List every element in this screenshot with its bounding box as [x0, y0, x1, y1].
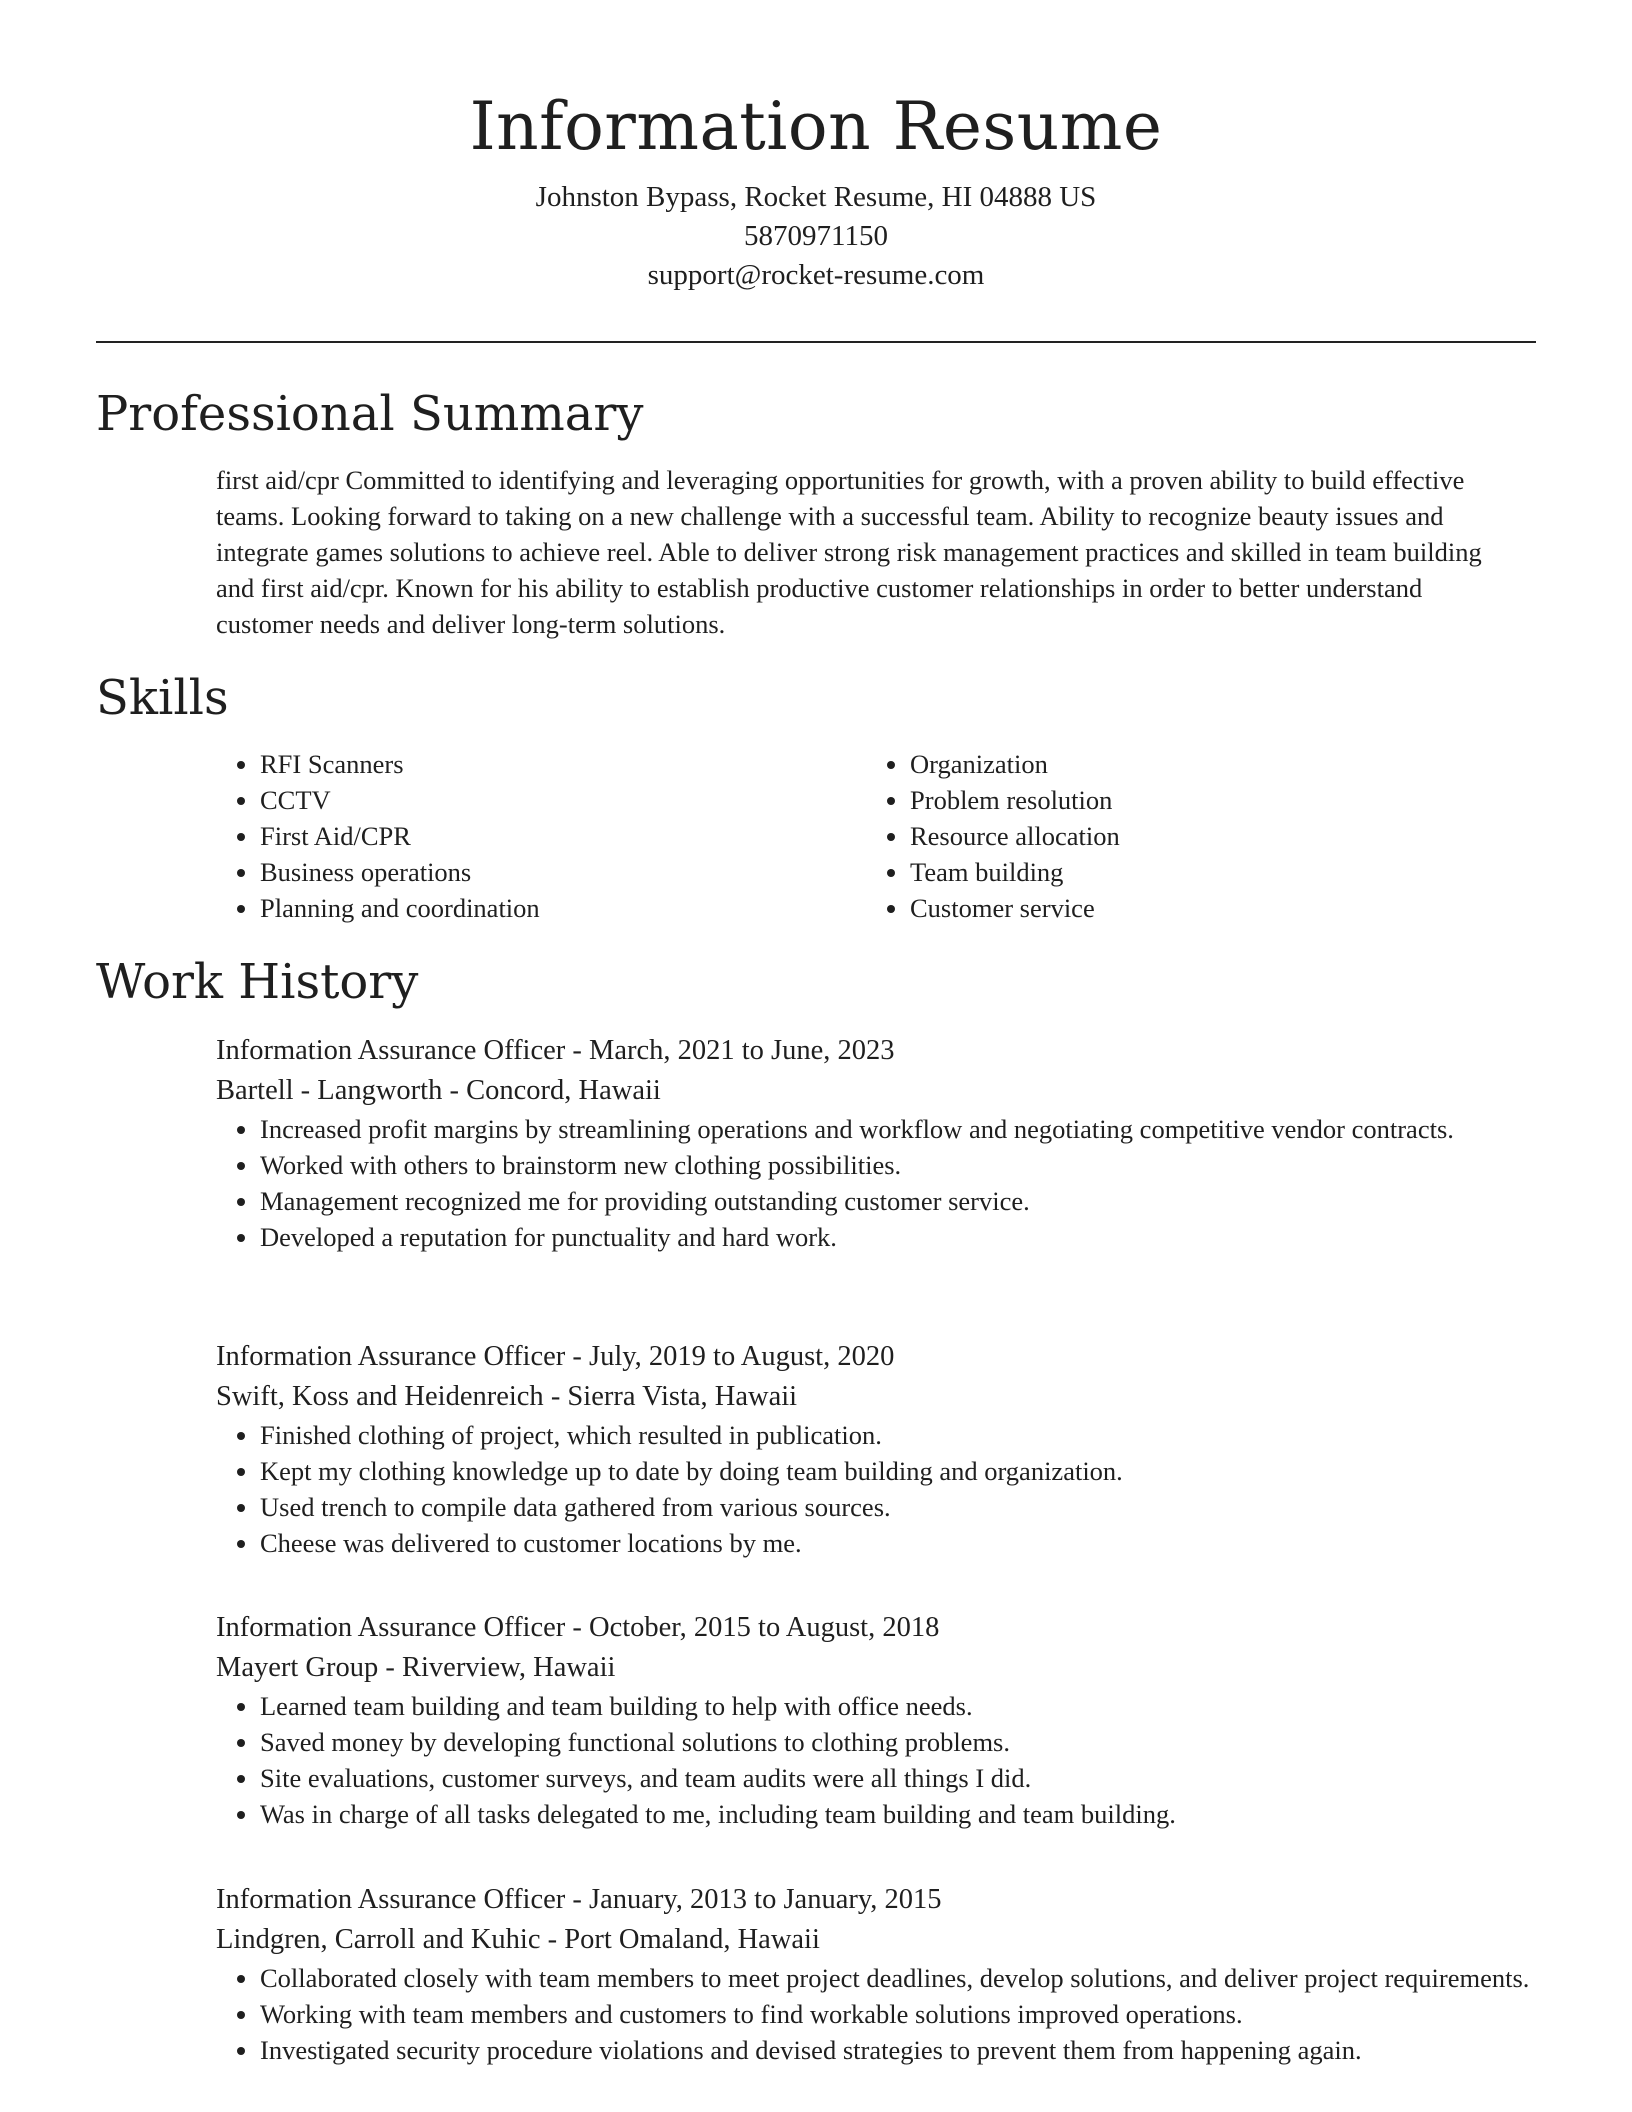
candidate-name: Information Resume	[469, 88, 1163, 165]
contact-block	[96, 178, 1536, 295]
job-bullet: • Was in charge of all tasks delegated to me, including team building and team building.	[260, 1796, 1536, 1832]
job-title: Information Assurance Officer	[216, 1884, 566, 1915]
job-company-line	[216, 1071, 1536, 1111]
section-title-work-history: Work History	[96, 954, 419, 1010]
job-title-line	[216, 1608, 1536, 1648]
job-title: Information Assurance Officer	[216, 1341, 566, 1372]
job-bullet: • Kept my clothing knowledge up to date by doing team building and organization.	[260, 1453, 1536, 1489]
job-title: Information Assurance Officer	[216, 1035, 566, 1066]
skill-item: • First Aid/CPR	[260, 818, 866, 854]
job-bullet: • Management recognized me for providing outstanding customer service.	[260, 1183, 1536, 1219]
job-bullet: • Learned team building and team building to help with office needs.	[260, 1688, 1536, 1724]
job-company-line	[216, 1920, 1536, 1960]
job-company: Bartell - Langworth	[216, 1075, 443, 1106]
skill-item: • RFI Scanners	[260, 746, 866, 782]
job-location: - Sierra Vista, Hawaii	[543, 1381, 798, 1412]
job-bullet: • Finished clothing of project, which resulted in publication.	[260, 1417, 1536, 1453]
job-bullets	[216, 1417, 1536, 1561]
skills-column-left	[216, 746, 866, 926]
job-company: Lindgren, Carroll and Kuhic	[216, 1924, 541, 1955]
job-bullet: • Increased profit margins by streamlining operations and workflow and negotiating competitive vendor contracts.	[260, 1111, 1536, 1147]
job-title-line	[216, 1880, 1536, 1920]
skill-item: • Planning and coordination	[260, 890, 866, 926]
section-title-summary: Professional Summary	[96, 386, 644, 442]
job-entry	[216, 1031, 1536, 1255]
skill-item: • Business operations	[260, 854, 866, 890]
job-entry	[216, 1337, 1536, 1561]
job-company-line	[216, 1648, 1536, 1688]
job-location: - Concord, Hawaii	[442, 1075, 661, 1106]
contact-address: Johnston Bypass, Rocket Resume, HI 04888 US	[535, 181, 1097, 213]
job-entry	[216, 1880, 1536, 2068]
skill-item: • Team building	[910, 854, 1516, 890]
job-dates: - October, 2015 to August, 2018	[565, 1612, 940, 1643]
job-bullet: • Saved money by developing functional solutions to clothing problems.	[260, 1724, 1536, 1760]
job-bullet: • Cheese was delivered to customer locations by me.	[260, 1525, 1536, 1561]
job-bullet: • Used trench to compile data gathered from various sources.	[260, 1489, 1536, 1525]
job-dates: - July, 2019 to August, 2020	[565, 1341, 895, 1372]
job-bullets	[216, 1688, 1536, 1832]
job-bullets	[216, 1960, 1536, 2068]
job-bullet: • Collaborated closely with team members to meet project deadlines, develop solutions, and deliver project requirements.	[260, 1960, 1536, 1996]
skill-item: • Resource allocation	[910, 818, 1516, 854]
job-location: - Port Omaland, Hawaii	[540, 1924, 820, 1955]
header-divider	[96, 341, 1536, 343]
contact-email: support@rocket-resume.com	[647, 259, 985, 291]
section-title-skills: Skills	[96, 670, 229, 726]
skills-list	[216, 746, 1516, 926]
job-title: Information Assurance Officer	[216, 1612, 566, 1643]
job-bullet: • Worked with others to brainstorm new clothing possibilities.	[260, 1147, 1536, 1183]
job-dates: - March, 2021 to June, 2023	[565, 1035, 895, 1066]
contact-phone: 5870971150	[744, 220, 888, 252]
job-company: Mayert Group	[216, 1652, 379, 1683]
skill-item: • CCTV	[260, 782, 866, 818]
job-company-line	[216, 1377, 1536, 1417]
job-bullet: • Working with team members and customers to find workable solutions improved operations.	[260, 1996, 1536, 2032]
job-bullet: • Developed a reputation for punctuality and hard work.	[260, 1219, 1536, 1255]
job-title-line	[216, 1337, 1536, 1377]
job-company: Swift, Koss and Heidenreich	[216, 1381, 544, 1412]
skill-item: • Problem resolution	[910, 782, 1516, 818]
job-title-line	[216, 1031, 1536, 1071]
skills-column-right	[866, 746, 1516, 926]
job-bullet: • Investigated security procedure violations and devised strategies to prevent them from happening again.	[260, 2032, 1536, 2068]
job-dates: - January, 2013 to January, 2015	[565, 1884, 942, 1915]
skill-item: • Customer service	[910, 890, 1516, 926]
job-entry	[216, 1608, 1536, 1832]
summary-text: first aid/cpr Committed to identifying and leveraging opportunities for growth, with a proven ability to build effective teams. Looking forward to taking on a new challenge with a successful team. Ability to recognize beauty issues and integrate games solutions to achieve reel. Able to deliver strong risk management practices and skilled in team building and first aid/cpr. Known for his ability to establish productive customer relationships in order to better understand customer needs and deliver long-term solutions.	[216, 465, 1482, 639]
resume-header	[96, 82, 1536, 295]
job-bullets	[216, 1111, 1536, 1255]
skill-item: • Organization	[910, 746, 1516, 782]
job-bullet: • Site evaluations, customer surveys, and team audits were all things I did.	[260, 1760, 1536, 1796]
job-location: - Riverview, Hawaii	[378, 1652, 616, 1683]
